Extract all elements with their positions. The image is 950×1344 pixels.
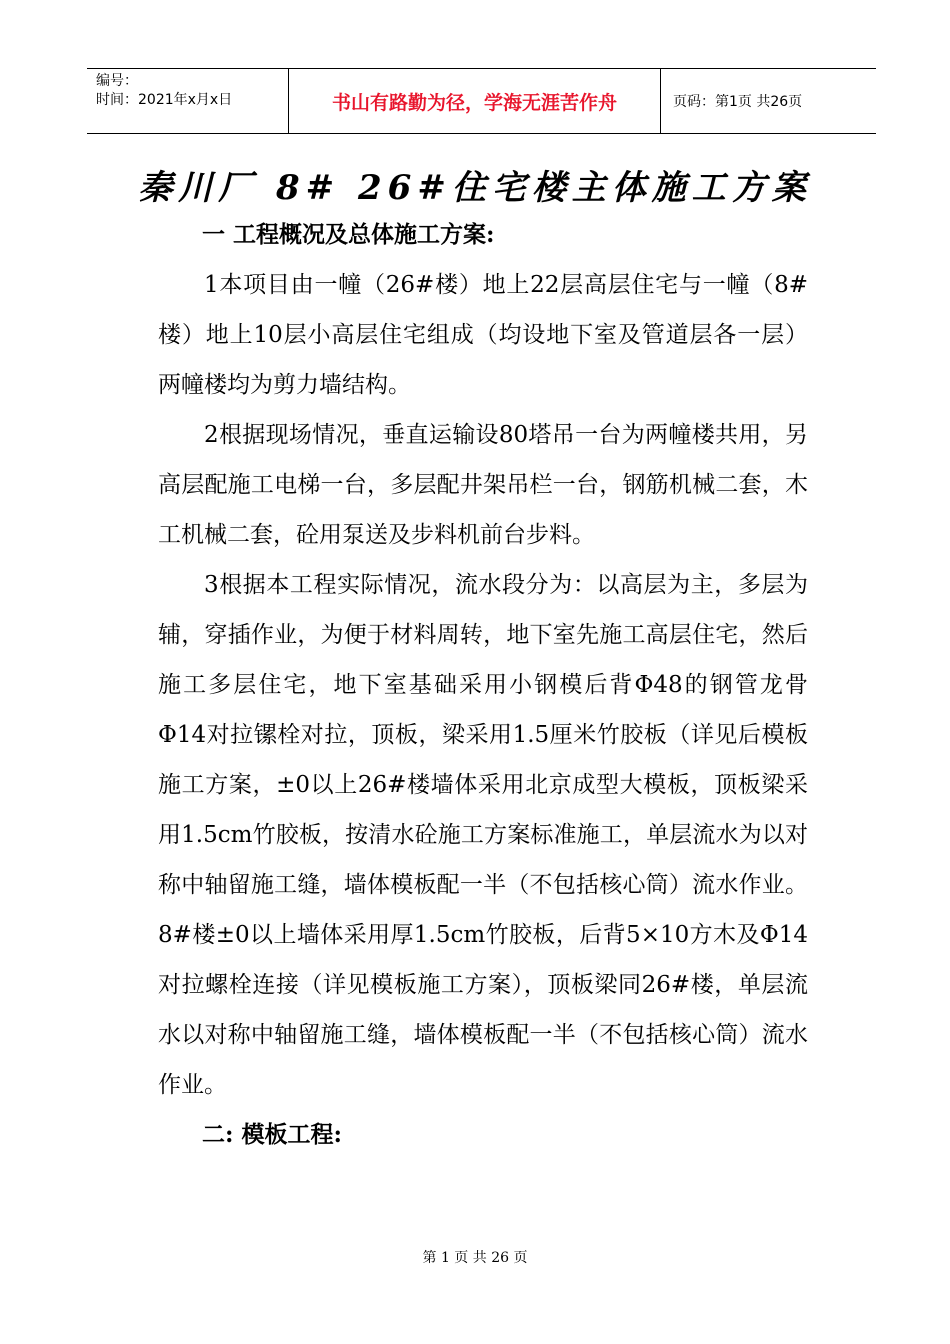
document-time-label: 时间：2021年x月x日 [96,92,233,108]
document-number-label: 编号： [96,73,138,89]
paragraph-2: 2根据现场情况，垂直运输设80塔吊一台为两幢楼共用，另高层配施工电梯一台，多层配井架吊栏一台，钢筋机械二套，木工机械二套，砼用泵送及步料机前台步料。 [158,422,808,548]
paragraph-1: 1本项目由一幢（26#楼）地上22层高层住宅与一幢（8#楼）地上10层小高层住宅组成（均设地下室及管道层各一层）两幢楼均为剪力墙结构。 [158,272,808,398]
header-meta [87,69,289,133]
section-heading-2: 二: 模板工程: [202,1121,342,1148]
document-body [158,210,808,1160]
paragraph-3: 3根据本工程实际情况，流水段分为：以高层为主，多层为辅，穿插作业，为便于材料周转，地下室先施工高层住宅，然后施工多层住宅，地下室基础采用小钢模后背Φ48的钢管龙骨 Φ14对拉镙栓对拉，顶板，梁采用1.5厘米竹胶板（详见后模板施工方案，±0以上26#楼墙体采用北京成型大模板，顶板梁采用1.5cm竹胶板，按清水砼施工方案标准施工，单层流水为以对称中轴留施工缝，墙体模板配一半（不包括核心筒）流水作业。8#楼±0以上墙体采用厚1.5cm竹胶板，后背5×10方木及Φ14对拉螺栓连接（详见模板施工方案），顶板梁同26#楼，单层流水以对称中轴留施工缝，墙体模板配一半（不包括核心筒）流水作业。 [158,572,808,1098]
section-heading-1: 一 工程概况及总体施工方案: [202,221,495,248]
page-footer: 第 1 页 共 26 页 [422,1250,528,1266]
page-header [87,68,876,134]
header-motto: 书山有路勤为径，学海无涯苦作舟 [289,69,661,133]
header-page-info: 页码：第1页 共26页 [673,94,803,110]
document-title: 秦川厂 8# 26#住宅楼主体施工方案 [138,168,812,208]
